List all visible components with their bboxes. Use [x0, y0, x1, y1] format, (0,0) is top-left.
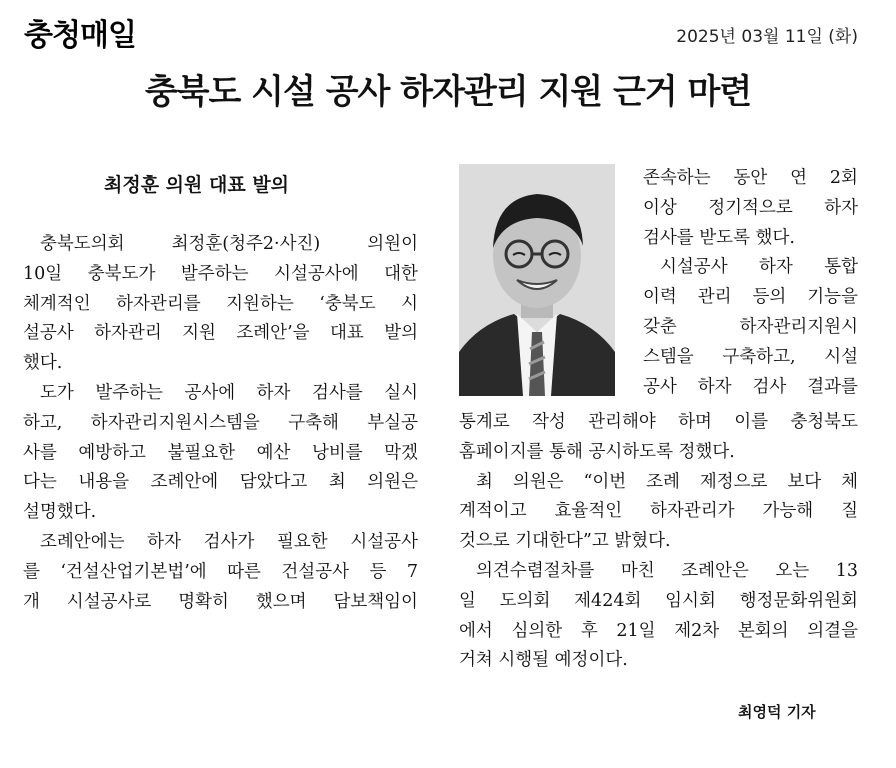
body-line: 존속하는 동안 연 2회	[643, 168, 858, 188]
reporter-byline: 최영덕 기자	[738, 703, 816, 721]
body-line: 조례안에는 하자 검사가 필요한 시설공사	[40, 531, 418, 552]
body-line: 검사를 받도록 했다.	[643, 227, 795, 248]
body-line: 다는 내용을 조례안에 담았다고 최 의원은	[23, 472, 418, 493]
body-line: 시설공사 하자 통합	[660, 257, 858, 278]
body-line: 하고, 하자관리지원시스템을 구축해 부실공	[23, 412, 418, 433]
article-body-left-column	[23, 230, 418, 617]
body-line: 도가 발주하는 공사에 하자 검사를 실시	[40, 382, 418, 403]
body-line: 개 시설공사로 명확히 했으며 담보책임이	[23, 591, 418, 612]
article-body-right-bottom-column	[459, 408, 858, 676]
body-line: 일 도의회 제424회 임시회 행정문화위원회	[459, 590, 858, 611]
reporter-photo-portrait	[459, 164, 615, 396]
portrait-image	[459, 164, 615, 396]
body-line: 설공사 하자관리 지원 조례안’을 대표 발의	[23, 323, 418, 344]
body-line: 계적이고 효율적인 하자관리가 가능해 질	[459, 501, 858, 522]
body-line: 갖춘 하자관리지원시	[643, 316, 858, 337]
body-line: 사를 예방하고 불필요한 예산 낭비를 막겠	[23, 442, 418, 463]
body-line: 에서 심의한 후 21일 제2차 본회의 의결을	[459, 620, 858, 641]
body-line: 거쳐 시행될 예정이다.	[459, 650, 628, 671]
body-line: 공사 하자 검사 결과를	[643, 376, 858, 397]
body-line: 10일 충북도가 발주하는 시설공사에 대한	[23, 263, 418, 284]
article-headline: 충북도 시설 공사 하자관리 지원 근거 마련	[144, 72, 752, 112]
body-line: 스템을 구축하고, 시설	[643, 346, 858, 367]
body-line: 의견수렴절차를 마친 조례안은 오는 13	[476, 560, 858, 581]
body-line: 충북도의회 최정훈(청주2·사진) 의원이	[40, 234, 418, 254]
body-line: 홈페이지를 통해 공시하도록 정했다.	[459, 441, 735, 462]
body-line: 것으로 기대한다”고 밝혔다.	[459, 531, 671, 552]
body-line: 통계로 작성 관리해야 하며 이를 충청북도	[459, 412, 858, 432]
article-subheadline: 최정훈 의원 대표 발의	[104, 174, 290, 196]
body-line: 체계적인 하자관리를 지원하는 ‘충북도 시	[23, 293, 418, 314]
body-line: 최 의원은 “이번 조례 제정으로 보다 체	[476, 471, 858, 492]
body-line: 이력 관리 등의 기능을	[643, 287, 858, 308]
body-line: 이상 정기적으로 하자	[643, 197, 858, 218]
article-body-right-top-column	[643, 164, 858, 402]
body-line: 설명했다.	[23, 502, 97, 523]
body-line: 했다.	[23, 353, 63, 374]
body-line: 를 ‘건설산업기본법’에 따른 건설공사 등 7	[23, 561, 418, 582]
newspaper-masthead: 충청매일	[24, 18, 136, 53]
publication-date: 2025년 03월 11일 (화)	[676, 27, 858, 47]
